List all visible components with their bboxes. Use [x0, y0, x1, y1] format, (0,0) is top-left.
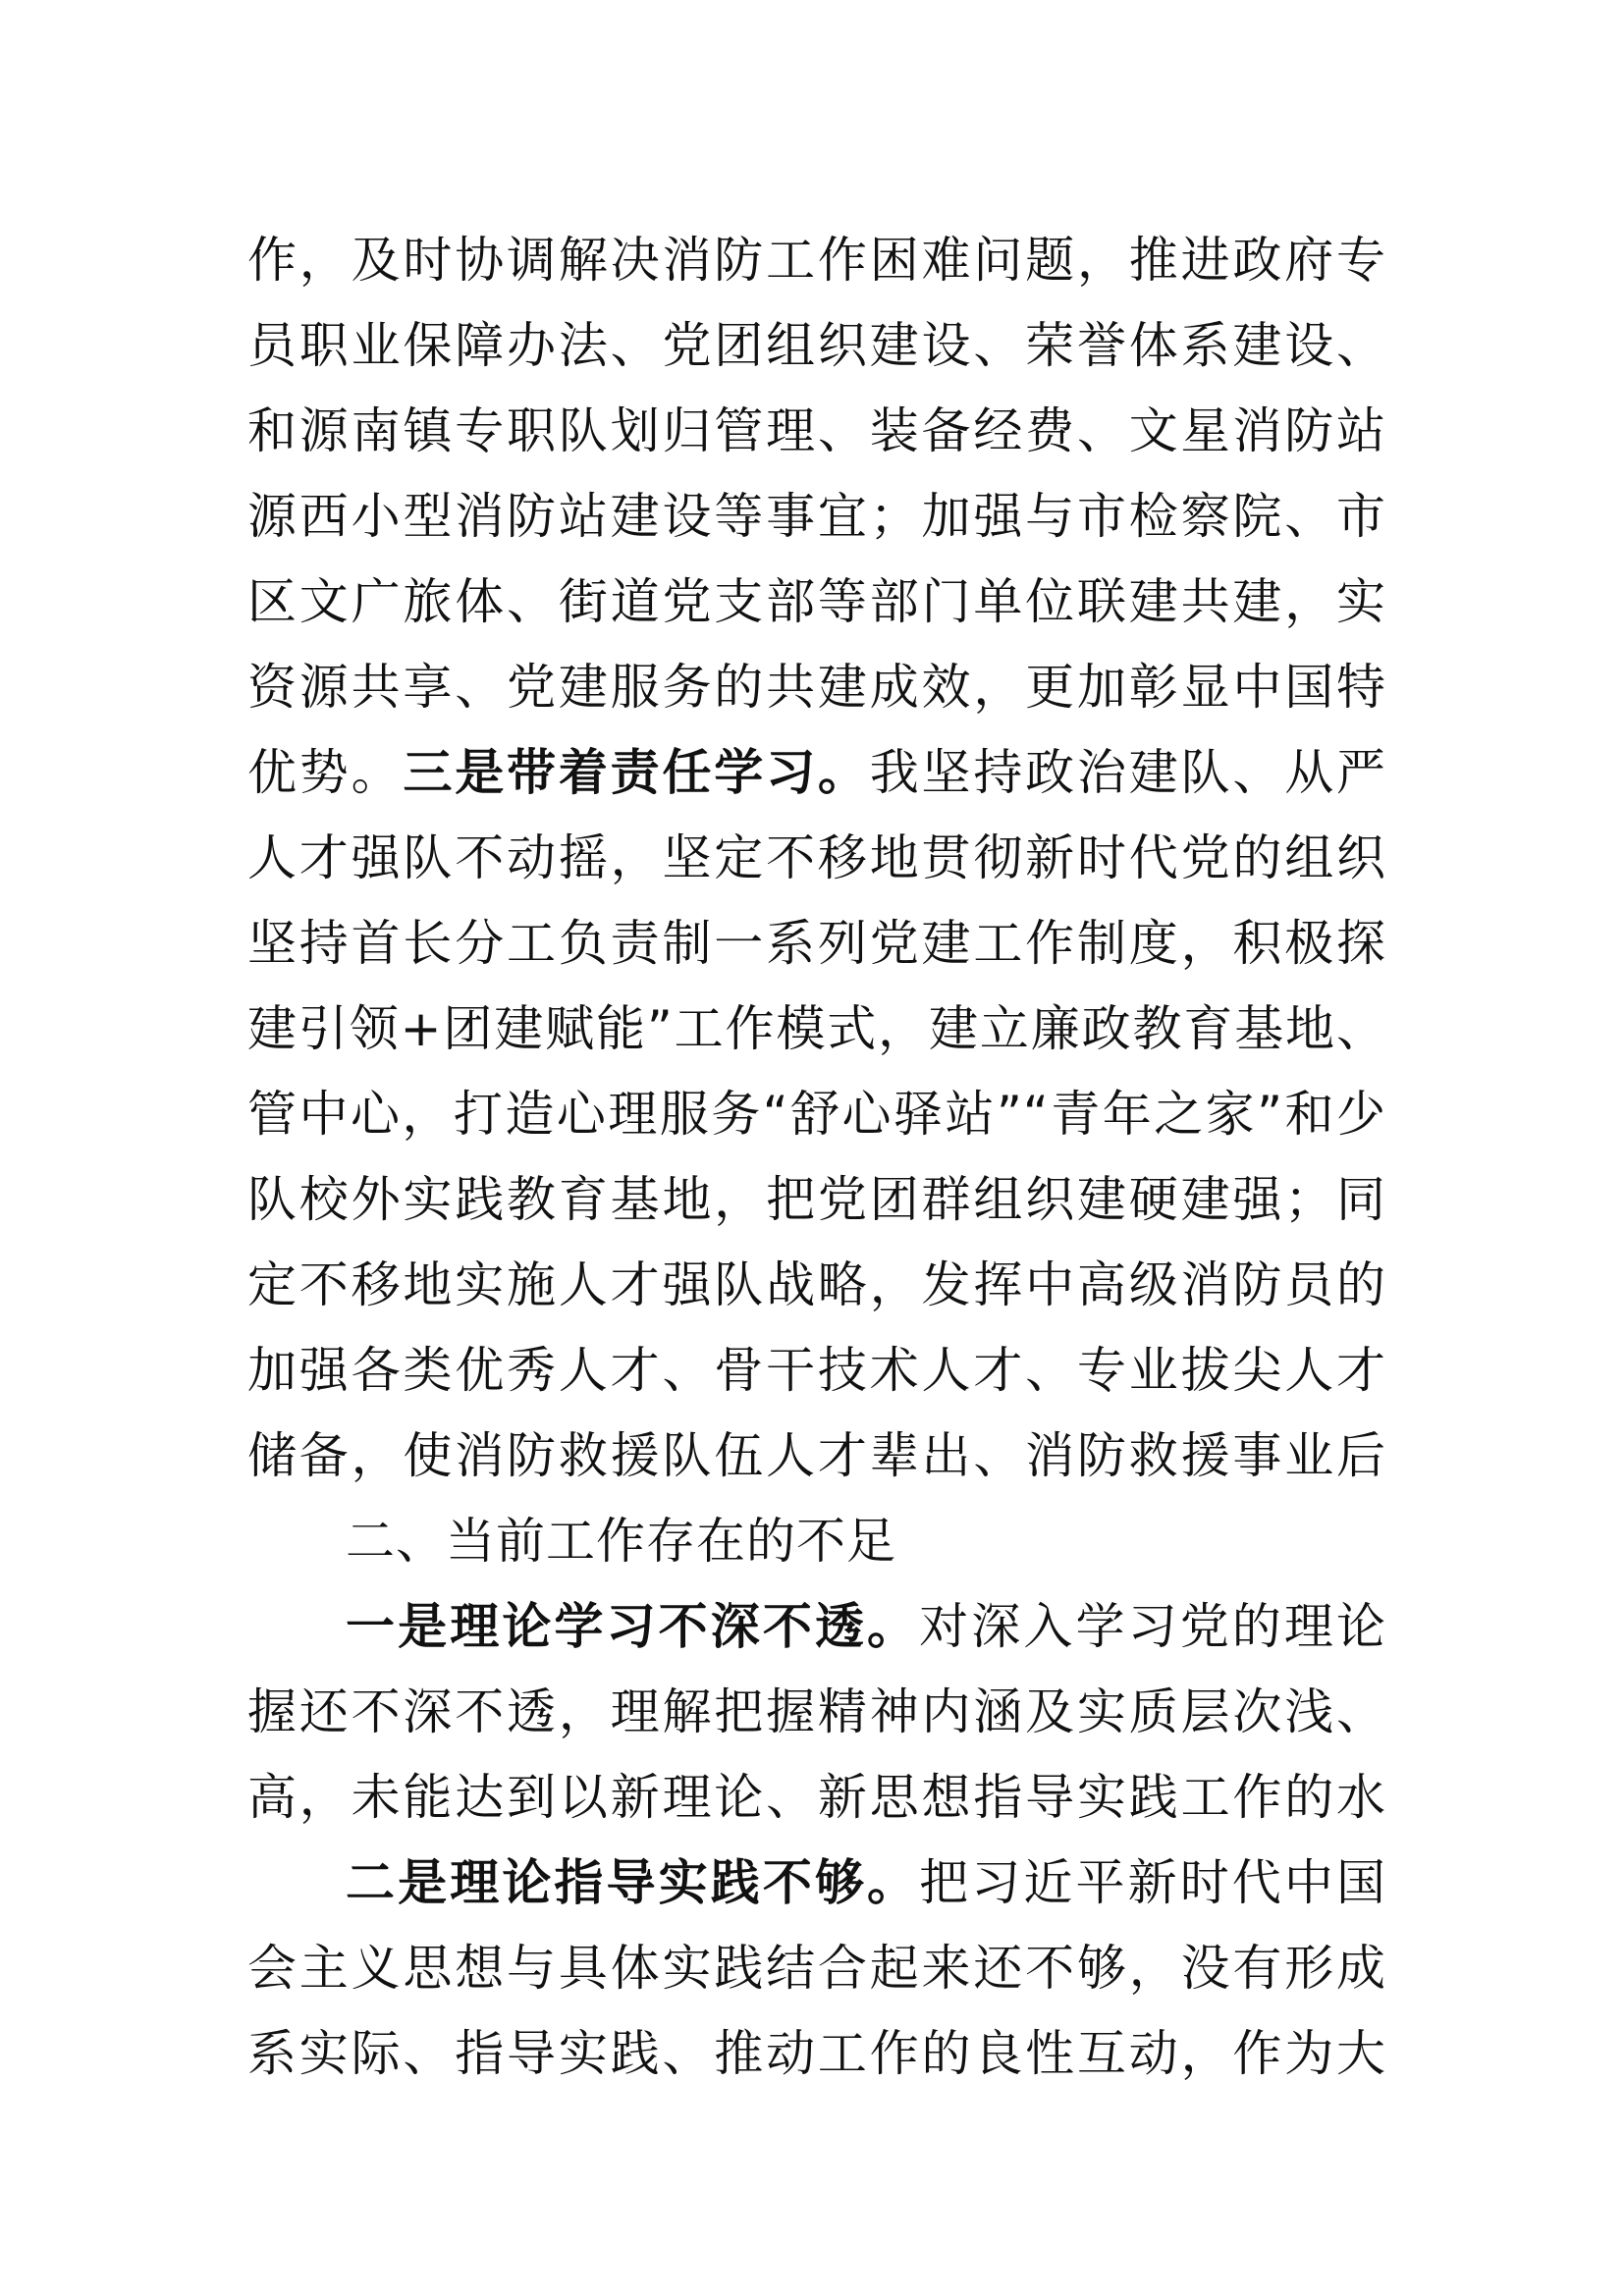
body-text: 队校外实践教育基地，把党团群组织建硬建强；同: [247, 1171, 1386, 1228]
body-text: 定不移地实施人才强队战略，发挥中高级消防员的: [247, 1256, 1386, 1313]
bold-heading-text: 二是理论指导实践不够。: [346, 1854, 920, 1911]
bold-heading-text: 一是理论学习不深不透。: [346, 1598, 920, 1655]
text-line: [247, 1841, 1386, 1926]
text-line: [247, 1414, 1386, 1499]
body-text: 员职业保障办法、党团组织建设、荣誉体系建设、: [247, 317, 1386, 374]
text-line: [247, 1157, 1386, 1243]
body-text: 二、当前工作存在的不足: [346, 1513, 896, 1570]
text-line: [247, 218, 1386, 303]
body-text: 会主义思想与具体实践结合起来还不够，没有形成: [247, 1940, 1386, 1997]
bold-heading-text: 三是带着责任学习。: [403, 744, 870, 801]
text-line: [247, 1072, 1386, 1157]
body-text: 握还不深不透，理解把握精神内涵及实质层次浅、: [247, 1683, 1386, 1740]
text-line: [247, 474, 1386, 560]
document-page: [247, 218, 1386, 2097]
text-line: [247, 1499, 1386, 1584]
text-line: [247, 2011, 1386, 2097]
body-text: 优势。: [247, 744, 404, 801]
body-text: 系实际、指导实践、推动工作的良性互动，作为大: [247, 2025, 1386, 2082]
body-text: 管中心，打造心理服务“舒心驿站”“青年之家”和少: [247, 1086, 1386, 1143]
body-text: 作，及时协调解决消防工作困难问题，推进政府专: [247, 232, 1386, 289]
text-line: [247, 1584, 1386, 1670]
body-text: 我坚持政治建队、从严: [869, 744, 1386, 801]
body-text: 把习近平新时代中国: [919, 1854, 1386, 1911]
text-line: [247, 1328, 1386, 1414]
text-line: [247, 389, 1386, 474]
text-line: [247, 987, 1386, 1072]
text-line: [247, 1926, 1386, 2011]
text-line: [247, 303, 1386, 389]
body-text: 高，未能达到以新理论、新思想指导实践工作的水: [247, 1769, 1386, 1826]
body-text: 加强各类优秀人才、骨干技术人才、专业拔尖人才: [247, 1342, 1386, 1399]
body-text: 区文广旅体、街道党支部等部门单位联建共建，实: [247, 573, 1386, 630]
body-text: 储备，使消防救援队伍人才辈出、消防救援事业后: [247, 1427, 1386, 1484]
text-line: [247, 1670, 1386, 1755]
body-text: 资源共享、党建服务的共建成效，更加彰显中国特: [247, 659, 1386, 716]
body-text: 坚持首长分工负责制一系列党建工作制度，积极探: [247, 915, 1386, 972]
body-text: 对深入学习党的理论: [919, 1598, 1386, 1655]
text-line: [247, 816, 1386, 901]
body-text: 建引领+团建赋能”工作模式，建立廉政教育基地、: [247, 1000, 1386, 1057]
body-text: 和源南镇专职队划归管理、装备经费、文星消防站: [247, 402, 1386, 459]
text-line: [247, 1243, 1386, 1328]
text-line: [247, 901, 1386, 987]
text-line: [247, 730, 1386, 816]
body-text: 源西小型消防站建设等事宜；加强与市检察院、市: [247, 488, 1386, 545]
text-line: [247, 560, 1386, 645]
text-line: [247, 645, 1386, 730]
text-line: [247, 1755, 1386, 1841]
body-text: 人才强队不动摇，坚定不移地贯彻新时代党的组织: [247, 829, 1386, 886]
